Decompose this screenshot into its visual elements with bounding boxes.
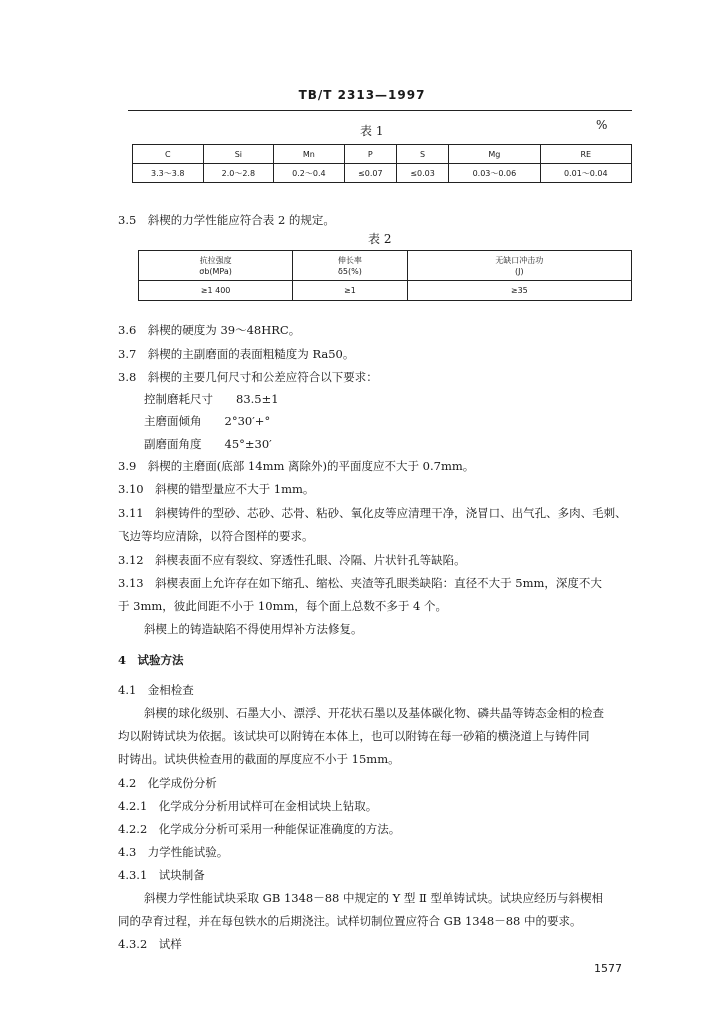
table-cell: 2.0～2.8 <box>203 164 274 183</box>
clause-4-1-text-continued: 均以附铸试块为依据。该试块可以附铸在本体上，也可以附铸在每一砂箱的横浇道上与铸件同 <box>118 729 590 743</box>
clause-3-8: 3.8 斜楔的主要几何尺寸和公差应符合以下要求： <box>118 370 378 384</box>
clause-3-10: 3.10 斜楔的错型量应不大于 1mm。 <box>118 482 315 496</box>
clause-4-1-text: 斜楔的球化级别、石墨大小、漂浮、开花状石墨以及基体碳化物、磷共晶等铸态金相的检查 <box>144 706 604 720</box>
clause-4-2: 4.2 化学成份分析 <box>118 776 217 790</box>
table-header-cell: Mn <box>274 145 345 164</box>
mechanical-properties-table <box>138 250 632 301</box>
clause-3-9: 3.9 斜楔的主磨面(底部 14mm 离除外)的平面度应不大于 0.7mm。 <box>118 459 475 473</box>
section-4-heading: 4 试验方法 <box>118 653 184 667</box>
tolerance-main-angle: 主磨面倾角 2°30′+° <box>144 414 271 428</box>
table1-caption: 表 1 <box>360 124 384 138</box>
table-cell: 3.3～3.8 <box>133 164 204 183</box>
table-header-cell: C <box>133 145 204 164</box>
table-header-cell <box>293 251 407 281</box>
table1-unit: % <box>596 118 608 132</box>
header-name: 无缺口冲击功 <box>495 255 544 265</box>
table-header-cell <box>407 251 631 281</box>
table-header-cell: RE <box>540 145 631 164</box>
clause-3-13-continued: 于 3mm，彼此间距不小于 10mm，每个面上总数不多于 4 个。 <box>118 599 448 613</box>
clause-3-6: 3.6 斜楔的硬度为 39～48HRC。 <box>118 323 301 337</box>
header-name: 伸长率 <box>337 255 362 265</box>
table-cell: 0.2～0.4 <box>274 164 345 183</box>
clause-4-2-2: 4.2.2 化学成分分析可采用一种能保证准确度的方法。 <box>118 822 401 836</box>
clause-4-3-1-text: 斜楔力学性能试块采取 GB 1348－88 中规定的 Y 型 Ⅱ 型单铸试块。试块应经历与斜楔相 <box>144 891 604 905</box>
welding-repair-note: 斜楔上的铸造缺陷不得使用焊补方法修复。 <box>144 622 363 636</box>
table-row <box>139 281 632 301</box>
clause-3-13: 3.13 斜楔表面上允许存在如下缩孔、缩松、夹渣等孔眼类缺陷：直径不大于 5mm，深度不大 <box>118 576 602 590</box>
table-header-cell: Mg <box>449 145 540 164</box>
clause-3-11-continued: 飞边等均应清除，以符合图样的要求。 <box>118 529 314 543</box>
table-header-row <box>133 145 632 164</box>
header-symbol: δ5(%) <box>337 266 362 276</box>
clause-4-3-1: 4.3.1 试块制备 <box>118 868 205 882</box>
header-name: 抗拉强度 <box>199 255 232 265</box>
table-cell: 0.03～0.06 <box>449 164 540 183</box>
table-cell: ≥1 <box>293 281 407 301</box>
clause-4-3-1-text-continued: 同的孕育过程，并在每包铁水的后期浇注。试样切制位置应符合 GB 1348－88 中的要求。 <box>118 914 582 928</box>
clause-3-11: 3.11 斜楔铸件的型砂、芯砂、芯骨、粘砂、氧化皮等应清理干净，浇冒口、出气孔、多肉、毛刺、 <box>118 506 627 520</box>
clause-4-1-text-end: 时铸出。试块供检查用的截面的厚度应不小于 15mm。 <box>118 752 400 766</box>
table-cell: 0.01～0.04 <box>540 164 631 183</box>
clause-4-1: 4.1 金相检查 <box>118 683 194 697</box>
header-rule <box>128 110 632 111</box>
table-cell: ≤0.07 <box>344 164 396 183</box>
standard-code-header: TB/T 2313—1997 <box>298 88 426 102</box>
page-number: 1577 <box>594 962 622 975</box>
header-symbol: σb(MPa) <box>199 266 232 276</box>
clause-4-3-2: 4.3.2 试样 <box>118 937 182 951</box>
clause-3-7: 3.7 斜楔的主副磨面的表面粗糙度为 Ra50。 <box>118 347 355 361</box>
clause-3-5: 3.5 斜楔的力学性能应符合表 2 的规定。 <box>118 213 335 227</box>
table-header-row <box>139 251 632 281</box>
tolerance-wear-size: 控制磨耗尺寸 83.5±1 <box>144 392 279 406</box>
table-header-cell: Si <box>203 145 274 164</box>
chemical-composition-table <box>132 144 632 183</box>
tolerance-secondary-angle: 副磨面角度 45°±30′ <box>144 437 272 451</box>
table-header-cell: P <box>344 145 396 164</box>
table-cell: ≥35 <box>407 281 631 301</box>
table2-caption: 表 2 <box>368 232 392 246</box>
table-header-cell: S <box>396 145 448 164</box>
clause-4-2-1: 4.2.1 化学成分分析用试样可在金相试块上钻取。 <box>118 799 378 813</box>
clause-3-12: 3.12 斜楔表面不应有裂纹、穿透性孔眼、冷隔、片状针孔等缺陷。 <box>118 553 466 567</box>
table-cell: ≥1 400 <box>139 281 293 301</box>
clause-4-3: 4.3 力学性能试验。 <box>118 845 229 859</box>
header-symbol: (J) <box>515 266 524 276</box>
table-row <box>133 164 632 183</box>
table-header-cell <box>139 251 293 281</box>
table-cell: ≤0.03 <box>396 164 448 183</box>
